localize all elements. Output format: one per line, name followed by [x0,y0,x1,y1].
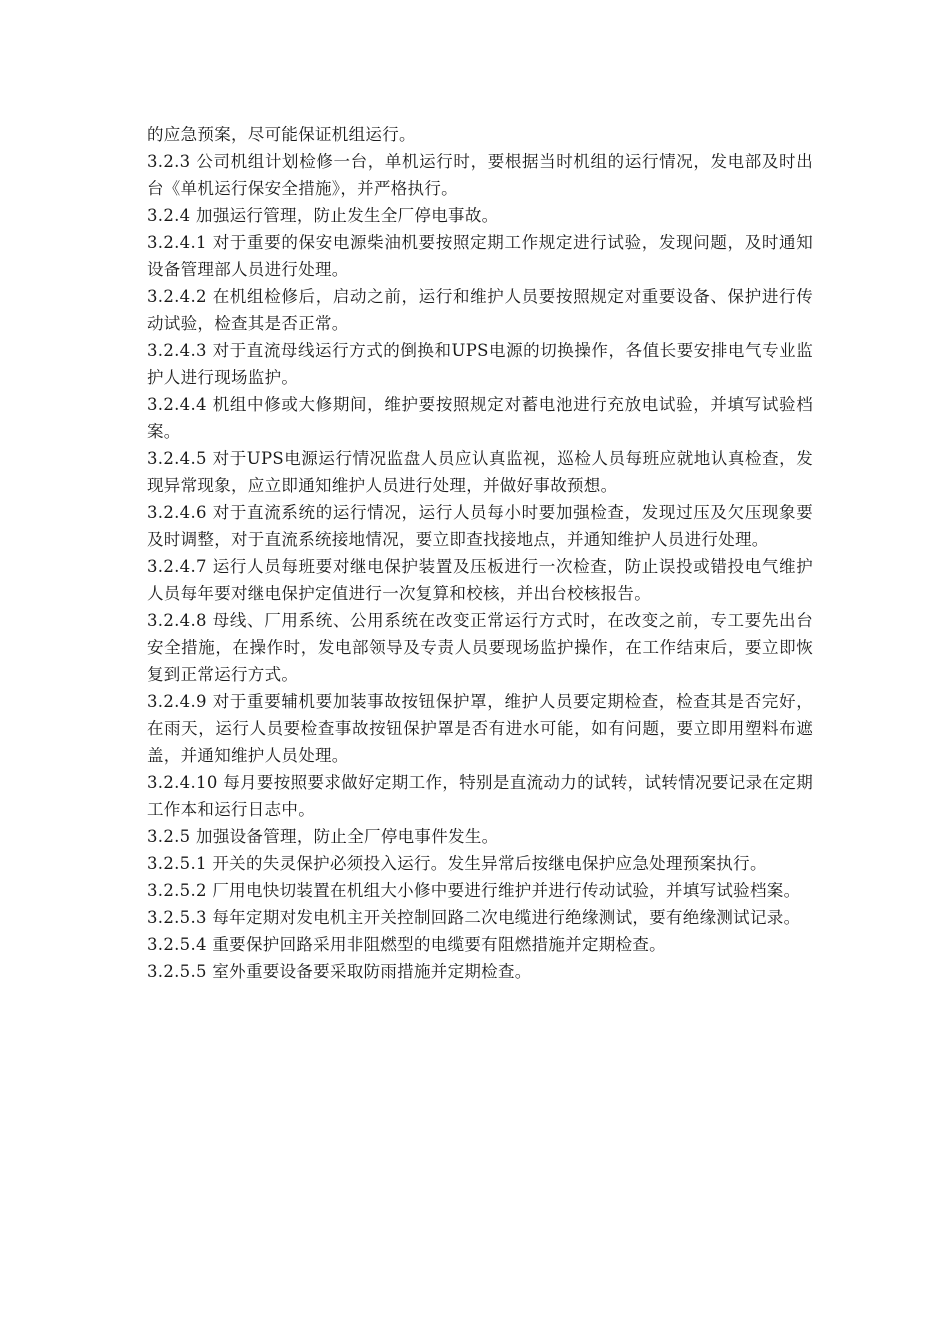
paragraph-3-2-4-10: 3.2.4.10 每月要按照要求做好定期工作，特别是直流动力的试转，试转情况要记录在定期工作本和运行日志中。 [147,773,813,819]
paragraph-3-2-3: 3.2.3 公司机组计划检修一台，单机运行时，要根据当时机组的运行情况，发电部及时出台《单机运行保安全措施》，并严格执行。 [147,152,813,198]
paragraph-3-2-4-3: 3.2.4.3 对于直流母线运行方式的倒换和UPS电源的切换操作，各值长要安排电气专业监护人进行现场监护。 [147,341,813,387]
paragraph-3-2-4-2: 3.2.4.2 在机组检修后，启动之前，运行和维护人员要按照规定对重要设备、保护进行传动试验，检查其是否正常。 [147,287,813,333]
paragraph-0: 的应急预案，尽可能保证机组运行。 [147,125,416,144]
paragraph-3-2-4-9: 3.2.4.9 对于重要辅机要加装事故按钮保护罩，维护人员要定期检查，检查其是否完好，在雨天，运行人员要检查事故按钮保护罩是否有进水可能，如有问题，要立即用塑料布遮盖，并通知维护人员处理。 [147,692,813,765]
document-body [147,121,813,985]
paragraph-3-2-4-6: 3.2.4.6 对于直流系统的运行情况，运行人员每小时要加强检查，发现过压及欠压现象要及时调整，对于直流系统接地情况，要立即查找接地点，并通知维护人员进行处理。 [147,503,813,549]
paragraph-3-2-4-1: 3.2.4.1 对于重要的保安电源柴油机要按照定期工作规定进行试验，发现问题，及时通知设备管理部人员进行处理。 [147,233,813,279]
paragraph-3-2-4: 3.2.4 加强运行管理，防止发生全厂停电事故。 [147,206,499,225]
paragraph-3-2-5-4: 3.2.5.4 重要保护回路采用非阻燃型的电缆要有阻燃措施并定期检查。 [147,935,666,954]
paragraph-3-2-5-1: 3.2.5.1 开关的失灵保护必须投入运行。发生异常后按继电保护应急处理预案执行。 [147,854,767,873]
paragraph-3-2-4-8: 3.2.4.8 母线、厂用系统、公用系统在改变正常运行方式时，在改变之前，专工要先出台安全措施，在操作时，发电部领导及专责人员要现场监护操作，在工作结束后，要立即恢复到正常运行方式。 [147,611,813,684]
paragraph-3-2-5-2: 3.2.5.2 厂用电快切装置在机组大小修中要进行维护并进行传动试验，并填写试验档案。 [147,881,801,900]
paragraph-3-2-5-5: 3.2.5.5 室外重要设备要采取防雨措施并定期检查。 [147,962,532,981]
paragraph-3-2-4-4: 3.2.4.4 机组中修或大修期间，维护要按照规定对蓄电池进行充放电试验，并填写试验档案。 [147,395,813,441]
paragraph-3-2-4-5: 3.2.4.5 对于UPS电源运行情况监盘人员应认真监视，巡检人员每班应就地认真检查，发现异常现象，应立即通知维护人员进行处理，并做好事故预想。 [147,449,813,495]
paragraph-3-2-5: 3.2.5 加强设备管理，防止全厂停电事件发生。 [147,827,499,846]
paragraph-3-2-5-3: 3.2.5.3 每年定期对发电机主开关控制回路二次电缆进行绝缘测试，要有绝缘测试记录。 [147,908,801,927]
paragraph-3-2-4-7: 3.2.4.7 运行人员每班要对继电保护装置及压板进行一次检查，防止误投或错投电气维护人员每年要对继电保护定值进行一次复算和校核，并出台校核报告。 [147,557,813,603]
